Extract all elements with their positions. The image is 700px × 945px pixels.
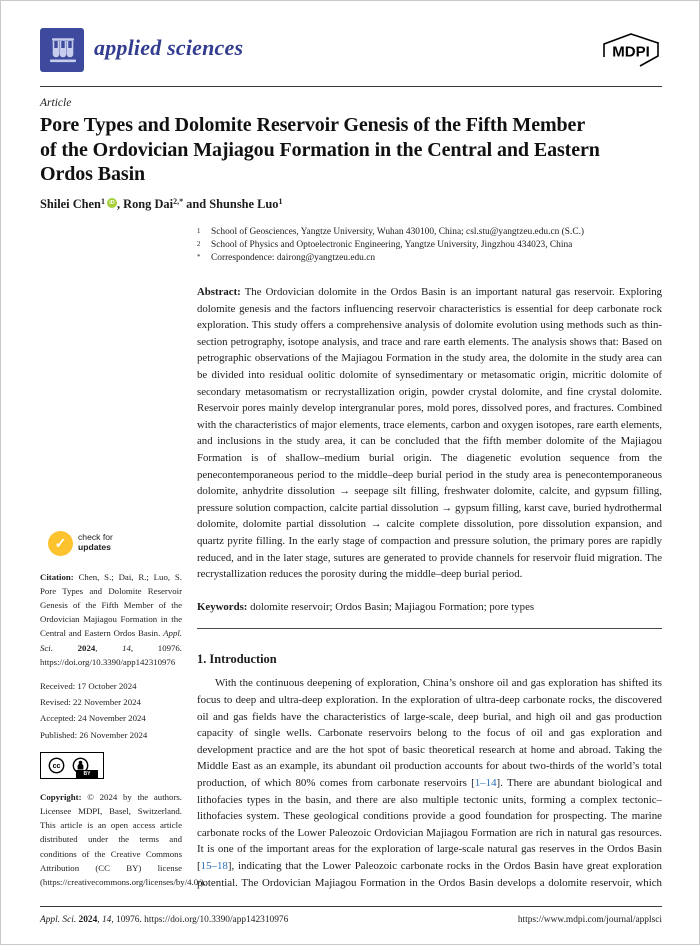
header-divider xyxy=(40,86,662,87)
affiliation-marker: 2 xyxy=(197,240,201,248)
title-line: of the Ordovician Majiagou Formation in the Central and Eastern xyxy=(40,138,600,161)
citation-volume: , 14 xyxy=(95,642,131,653)
history-published: Published: 26 November 2024 xyxy=(40,729,148,740)
citation-year: 2024 xyxy=(77,642,96,653)
content-columns xyxy=(40,226,662,892)
title-line: Ordos Basin xyxy=(40,163,146,185)
test-tubes-icon xyxy=(47,35,77,65)
footer-citation: Appl. Sci. 2024, 14, 10976. https://doi.org/10.3390/app142310976 xyxy=(40,915,289,925)
authors-separator: , xyxy=(116,196,124,211)
copyright-text: © 2024 by the authors. Licensee MDPI, Basel, Switzerland. This article is an open access article distributed under the terms and conditions of the Creative Commons Attribution (CC BY) license (https://creativecommons.org/licenses/by/4.0/). xyxy=(40,791,206,887)
history-revised: Revised: 22 November 2024 xyxy=(40,697,141,708)
paragraph-text: ]. There are abundant biological and lithofacies types in the basin, and there are also multiple tectonic units, forming a complex tectonic–lithofacies system. These geological conditions provide a good foundation for prospecting. The marine carbonate rocks of the Lower Paleozoic Ordovician Majiagou Formation are rich in natural gas resources. It is one of the important areas for the exploration of large-scale natural gas reserves in the Ordos Basin [ xyxy=(197,776,662,872)
article-title xyxy=(40,113,662,187)
introduction-paragraph xyxy=(197,675,662,891)
reference-link-1-14[interactable]: 1–14 xyxy=(474,776,497,789)
correspondence-email[interactable]: Correspondence: dairong@yangtzeu.edu.cn xyxy=(211,252,376,263)
affiliation-text: School of Physics and Optoelectronic Engineering, Yangtze University, Jingzhou 434023, China xyxy=(211,239,573,250)
check-for-updates-label: check for updates xyxy=(78,532,113,552)
keywords-text: dolomite reservoir; Ordos Basin; Majiagou Formation; pore types xyxy=(247,600,535,613)
citation-label: Citation: xyxy=(40,571,74,582)
affiliation-marker: * xyxy=(197,253,201,261)
authors-separator: and xyxy=(183,196,210,211)
journal-header xyxy=(40,28,662,75)
article-history xyxy=(40,678,182,743)
author-affiliation-sup: 1 xyxy=(100,196,105,206)
affiliation-text: School of Geosciences, Yangtze University, Wuhan 430100, China; csl.stu@yangtzeu.edu.cn (S.C.) xyxy=(211,226,585,237)
paragraph-text: ], indicating that the Lower Paleozoic carbonate rocks in the Ordos Basin have great exploration potential. The Ordovician Majiagou Formation in the Ordos Basin develops a dolomite reservoir, which xyxy=(197,859,662,889)
journal-name: applied sciences xyxy=(94,35,244,60)
keywords xyxy=(197,599,662,616)
cc-by-license-badge[interactable] xyxy=(40,752,104,779)
citation-journal: Appl. Sci. xyxy=(40,628,182,653)
affiliations xyxy=(197,226,662,266)
history-accepted: Accepted: 24 November 2024 xyxy=(40,713,146,724)
copyright-block xyxy=(40,790,206,889)
footer-divider xyxy=(40,906,662,907)
affiliation-marker: 1 xyxy=(197,227,201,235)
section-heading-introduction: 1. Introduction xyxy=(197,652,277,667)
svg-text:cc: cc xyxy=(52,762,61,770)
mdpi-logo-text: MDPI xyxy=(612,43,650,61)
affiliation-row xyxy=(197,226,662,239)
abstract-label: Abstract: xyxy=(197,286,241,299)
footer-journal-url[interactable]: https://www.mdpi.com/journal/applsci xyxy=(517,915,662,925)
by-label: BY xyxy=(76,770,98,778)
check-icon: ✓ xyxy=(48,531,73,556)
journal-brand[interactable] xyxy=(40,28,243,72)
abstract xyxy=(197,284,662,583)
cc-icon xyxy=(48,757,65,774)
title-line: Pore Types and Dolomite Reservoir Genesis of the Fifth Member xyxy=(40,114,586,136)
applied-sciences-logo xyxy=(40,28,84,72)
reference-link-15-18[interactable]: 15–18 xyxy=(200,859,228,872)
affiliation-row xyxy=(197,252,662,265)
author-affiliation-sup: 1 xyxy=(278,196,283,206)
authors-line xyxy=(40,197,662,212)
author-name[interactable]: Rong Dai xyxy=(123,196,174,211)
orcid-icon[interactable]: iD xyxy=(107,198,117,208)
article-type-label: Article xyxy=(40,97,72,109)
keywords-label: Keywords: xyxy=(197,600,248,613)
keywords-divider xyxy=(197,628,662,629)
author-affiliation-sup: 2,* xyxy=(173,196,184,206)
article-meta-sidebar xyxy=(40,226,206,892)
history-received: Received: 17 October 2024 xyxy=(40,680,137,691)
page-footer xyxy=(40,906,662,925)
abstract-text: The Ordovician dolomite in the Ordos Basin is an important natural gas reservoir. Exploring dolomite genesis and the factors influencing reservoir characteristics is essential for deep carbonate rock exploration. This study offers a comprehensive analysis of dolomite evolution using methods such as thin-section petrography, isotope analysis, and trace and rare earth elements. The analysis shows that: Based on petrographic observations of the Majiagou Formation in the study area, the dolomite in the study area can be divided into residual oolitic dolomite of synsedimentary or metasomatic origin, micritic dolomite of secondary metasomatism or recrystallization origin, powder crystal dolomite, and fine crystal dolomite. Reservoir pores mainly develop intergranular pores, mold pores, dissolved pores, and fractures. Combined with the characteristics of major elements, trace elements, carbon and oxygen isotopes, rare earth elements, and inclusions in the study area, it can be concluded that the fifth member dolomite of the Majiagou Formation is of shallow–medium burial origin. The diagenetic evolution sequence from the penecontemporaneous period to the middle–deep burial period in the study area is penecontemporaneous dolomite, anhydrite dissolution → seepage silt filling, freshwater dolomite, calcite, and gypsum filling, pressure solution compaction, calcite partial dissolution → gypsum filling, karst cave, buried hydrothermal dolomite, dolomite partial dissolution → calcite complete dissolution, pore dissolution expansion, and quartz pyrite filling. In the early stage of compaction and pressure solution, the primary pores are rapidly reduced, and in the later stage, sutures are generated to provide channels for reservoir fluid migration. The recrystallization reduces the porosity during the middle–deep burial period. xyxy=(197,286,662,581)
mdpi-logo[interactable] xyxy=(600,30,662,75)
check-for-updates-badge[interactable] xyxy=(48,531,138,556)
paragraph-text: With the continuous deepening of exploration, China’s onshore oil and gas exploration has shifted its focus to deep and ultra-deep exploration. In the exploration of ultra-deep carbonate rocks, the discovered oil and gas fields have the characteristics of large-scale, deep burial, and high oil and gas production capacity of single wells. Carbonate reservoirs belong to the focus of oil and gas exploration and development practice and are the hot spot of basic theoretical research at home and abroad. Taking the Middle East as an example, its abundant oil production accounts for about two-thirds of the world’s total production, of which 80% comes from carbonate reservoirs [ xyxy=(197,677,662,789)
citation-doi[interactable]: , 10976. https://doi.org/10.3390/app142310976 xyxy=(40,642,182,667)
citation-text: Chen, S.; Dai, R.; Luo, S. Pore Types and Dolomite Reservoir Genesis of the Fifth Member of the Ordovician Majiagou Formation in the Central and Eastern Ordos Basin. xyxy=(40,571,182,639)
footer-doi[interactable]: , 10976. https://doi.org/10.3390/app142310976 xyxy=(111,915,289,925)
citation-block xyxy=(40,570,182,669)
affiliation-row xyxy=(197,239,662,252)
main-column xyxy=(197,226,662,892)
copyright-label: Copyright: xyxy=(40,791,82,802)
author-name[interactable]: Shilei Chen xyxy=(40,196,101,211)
author-name[interactable]: Shunshe Luo xyxy=(209,196,279,211)
